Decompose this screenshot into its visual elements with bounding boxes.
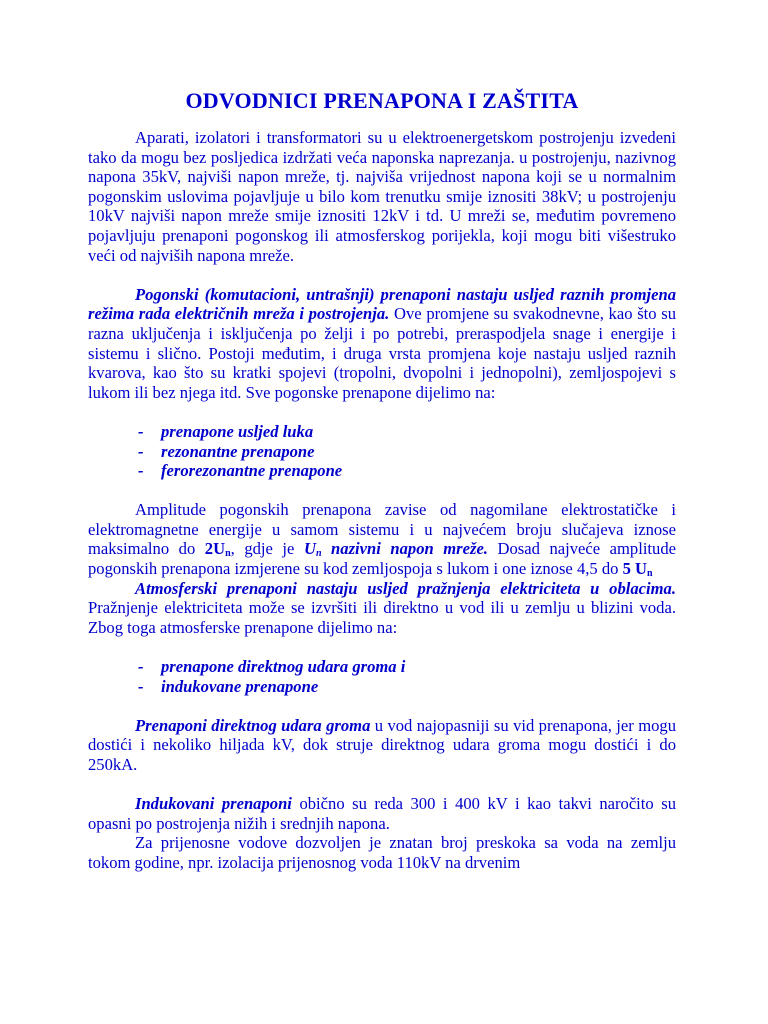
paragraph-body: , gdje je [230,539,304,559]
list-item [88,657,676,677]
paragraph-lead: Indukovani prenaponi [135,794,292,814]
paragraph-body: Ove promjene su svakodnevne, kao što su razna uključenja i isključenja po želji i po potrebi, preraspodjela snage i energije i sistemu i slično. Postoji međutim, i druga vrsta promjena koje nastaju usljed raznih kvarova, kao što su kratki spojevi (tropolni, dvopolni i jednopolni), zemljospojevi s lukom ili bez njega itd. Sve pogonske prenapone dijelimo na: [88,304,676,402]
list-item [88,677,676,697]
spacer [88,265,676,285]
paragraph-lead: Atmosferski prenaponi nastaju usljed pražnjenja elektriciteta u oblacima. [135,578,676,598]
paragraph-lead: Pogonski (komutacioni, untrašnji) prenaponi nastaju usljed raznih promjena režima rada električnih mreža i postrojenja. [88,284,676,324]
list-item-text: prenapone usljed luka [161,421,314,441]
dash-bullet-icon: - [138,461,144,481]
value-2un: $2U_n$ [204,539,231,560]
page-title: ODVODNICI PRENAPONA I ZAŠTITA [185,88,579,113]
list-item-text: ferorezonantne prenapone [161,461,343,481]
list-item-text: indukovane prenapone [161,676,319,696]
paragraph-body: Dosad najveće amplitude pogonskih prenapona izmjerene su kod zemljospoja s lukom i one iznose 4,5 do [88,539,677,579]
paragraph-prijenosni-vodovi: Za prijenosne vodove dozvoljen je znatan broj preskoka sa voda na zemlju tokom godine, npr. izolacija prijenosnog voda 110kV na drvenim [88,833,676,872]
paragraph-amplitude [88,500,676,578]
value-un: $U_n$ nazivni napon mreže. [303,539,488,560]
paragraph-intro: Aparati, izolatori i transformatori su u elektroenergetskom postrojenju izvedeni tako da mogu bez posljedica izdržati veća naponska naprezanja. u postrojenju, nazivnog napona 35kV, najviši napon mreže, tj. najviša vrijednost napona koji se u normalnim pogonskim uslovima pojavljuje u bilo kom trenutku smije iznositi 38kV; u postrojenju 10kV najviši napon mreže smije iznositi 12kV i td. U mreži se, međutim povremeno pojavljuju prenaponi pogonskog ili atmosferskog porijekla, koji mogu biti višestruko veći od najviših napona mreže. [88,128,676,265]
dash-bullet-icon: - [138,441,144,461]
paragraph-lead: Prenaponi direktnog udara groma [135,715,371,735]
list-item-text: prenapone direktnog udara groma i [161,657,406,677]
spacer [88,637,676,657]
spacer [88,696,676,716]
list-item [88,442,676,462]
spacer [88,402,676,422]
paragraph-atmosferski [88,579,676,638]
paragraph-pogonski [88,285,676,403]
dash-bullet-icon: - [138,657,144,677]
paragraph-body: obično su reda 300 i 400 kV i kao takvi naročito su opasni po postrojenja nižih i srednjih napona. [88,794,676,833]
list-item [88,422,676,442]
value-5un: 5 $U_n$ [622,559,653,580]
spacer [88,775,676,795]
paragraph-indukovani [88,794,676,833]
paragraph-body: Amplitude pogonskih prenapona zavise od nagomilane elektrostatičke i elektromagnetne energije u samom sistemu i u najvećem broju slučajeva iznose maksimalno do [88,500,676,559]
paragraph-direktni-udar [88,716,676,775]
document-page [88,88,676,873]
dash-bullet-icon: - [138,421,144,441]
list-pogonski-prenaponi [88,422,676,481]
paragraph-body: Pražnjenje elektriciteta može se izvršiti ili direktno u vod ili u zemlju u blizini voda. Zbog toga atmosferske prenapone dijelimo na: [88,598,676,637]
list-item [88,461,676,481]
list-item-text: rezonantne prenapone [161,441,315,461]
list-atmosferski-prenaponi [88,657,676,696]
dash-bullet-icon: - [138,676,144,696]
paragraph-body: u vod najopasniji su vid prenapona, jer mogu dostići i nekoliko hiljada kV, dok struje direktnog udara groma mogu dostići i do 250kA. [88,715,676,774]
spacer [88,481,676,501]
